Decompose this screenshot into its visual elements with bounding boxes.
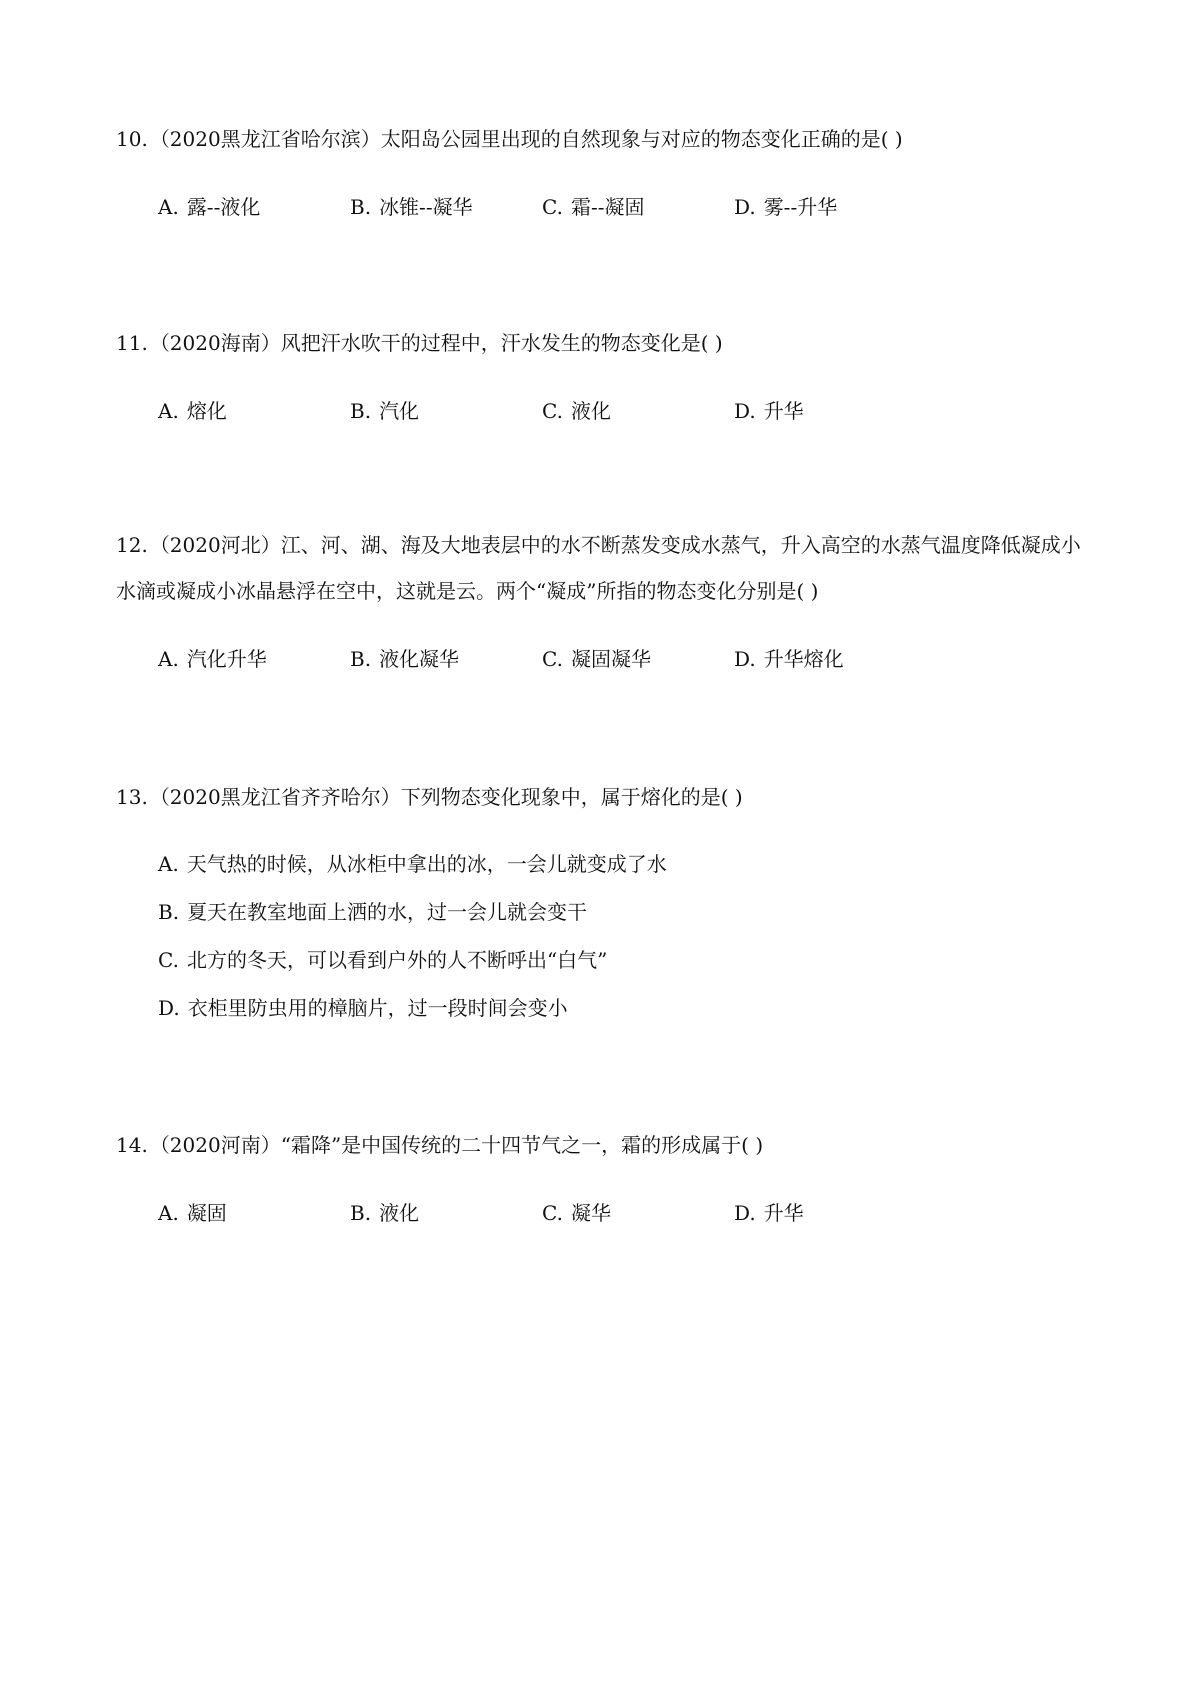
question-stem	[116, 320, 1100, 366]
question-text: 风把汗水吹干的过程中，汗水发生的物态变化是( )	[280, 331, 723, 355]
option-letter: B.	[158, 900, 180, 924]
option-row	[116, 388, 1100, 434]
option-row	[116, 184, 1100, 230]
option-text: 液化凝华	[379, 647, 460, 671]
question-number: 10.	[116, 127, 148, 151]
question-number: 12.	[116, 533, 148, 557]
option-letter: D.	[734, 399, 756, 423]
question-number: 11.	[116, 331, 148, 355]
question-12	[116, 522, 1100, 682]
option-text: 熔化	[186, 399, 227, 423]
question-source: （2020海南）	[149, 331, 281, 355]
question-source: （2020河南）	[149, 1133, 281, 1157]
option-text: 天气热的时候，从冰柜中拿出的冰，一会儿就变成了水	[186, 852, 667, 876]
option-letter: A.	[158, 647, 179, 671]
option-letter: A.	[158, 195, 179, 219]
question-10	[116, 116, 1100, 230]
question-text: 江、河、湖、海及大地表层中的水不断蒸发变成水蒸气，升入高空的水蒸气温度降低凝成小水滴或凝成小冰晶悬浮在空中，这就是云。两个“凝成”所指的物态变化分别是( )	[116, 533, 1081, 603]
option-letter: D.	[734, 195, 756, 219]
question-stem	[116, 116, 1100, 162]
question-text: 太阳岛公园里出现的自然现象与对应的物态变化正确的是( )	[380, 127, 903, 151]
question-11	[116, 320, 1100, 434]
question-14	[116, 1122, 1100, 1236]
question-stem	[116, 522, 1100, 614]
option-text: 汽化	[379, 399, 420, 423]
option-c[interactable]	[542, 184, 644, 230]
option-text: 汽化升华	[186, 647, 267, 671]
option-text: 凝华	[570, 1201, 611, 1225]
option-letter: C.	[542, 1201, 563, 1225]
option-a[interactable]	[158, 636, 267, 682]
option-b[interactable]	[350, 388, 419, 434]
option-b[interactable]	[350, 184, 473, 230]
option-d[interactable]	[734, 184, 837, 230]
option-text: 升华	[763, 399, 804, 423]
option-row	[116, 636, 1100, 682]
option-text: 升华熔化	[763, 647, 844, 671]
option-row	[116, 1190, 1100, 1236]
option-text: 冰锥--凝华	[379, 195, 473, 219]
option-d[interactable]	[734, 636, 844, 682]
option-letter: B.	[350, 647, 372, 671]
option-letter: A.	[158, 1201, 179, 1225]
question-number: 14.	[116, 1133, 148, 1157]
question-stem	[116, 774, 1100, 820]
option-letter: D.	[734, 647, 756, 671]
option-b[interactable]	[158, 888, 1100, 936]
option-text: 北方的冬天，可以看到户外的人不断呼出“白气”	[186, 948, 608, 972]
option-d[interactable]	[158, 984, 1100, 1032]
option-list	[116, 840, 1100, 1032]
option-letter: B.	[350, 399, 372, 423]
option-a[interactable]	[158, 840, 1100, 888]
option-c[interactable]	[542, 388, 611, 434]
option-text: 衣柜里防虫用的樟脑片，过一段时间会变小	[187, 996, 568, 1020]
option-c[interactable]	[542, 636, 651, 682]
option-text: 凝固	[186, 1201, 227, 1225]
option-letter: B.	[350, 195, 372, 219]
option-text: 露--液化	[186, 195, 261, 219]
option-b[interactable]	[350, 1190, 419, 1236]
option-letter: C.	[542, 195, 563, 219]
question-text: 下列物态变化现象中，属于熔化的是( )	[400, 785, 743, 809]
option-d[interactable]	[734, 1190, 804, 1236]
option-c[interactable]	[542, 1190, 611, 1236]
option-text: 升华	[763, 1201, 804, 1225]
option-a[interactable]	[158, 184, 260, 230]
question-source: （2020黑龙江省齐齐哈尔）	[149, 785, 401, 809]
option-letter: C.	[542, 399, 563, 423]
question-text: “霜降”是中国传统的二十四节气之一，霜的形成属于( )	[280, 1133, 764, 1157]
question-source: （2020黑龙江省哈尔滨）	[149, 127, 381, 151]
option-text: 夏天在教室地面上洒的水，过一会儿就会变干	[187, 900, 588, 924]
option-letter: A.	[158, 852, 179, 876]
option-text: 凝固凝华	[570, 647, 651, 671]
option-letter: A.	[158, 399, 179, 423]
option-a[interactable]	[158, 1190, 227, 1236]
question-stem	[116, 1122, 1100, 1168]
question-number: 13.	[116, 785, 148, 809]
option-text: 液化	[570, 399, 611, 423]
option-b[interactable]	[350, 636, 459, 682]
question-13	[116, 774, 1100, 1032]
option-letter: D.	[158, 996, 180, 1020]
option-c[interactable]	[158, 936, 1100, 984]
option-a[interactable]	[158, 388, 227, 434]
option-letter: C.	[158, 948, 179, 972]
option-text: 霜--凝固	[570, 195, 645, 219]
option-letter: C.	[542, 647, 563, 671]
option-letter: D.	[734, 1201, 756, 1225]
question-source: （2020河北）	[149, 533, 281, 557]
option-d[interactable]	[734, 388, 804, 434]
option-text: 雾--升华	[763, 195, 838, 219]
option-text: 液化	[379, 1201, 420, 1225]
option-letter: B.	[350, 1201, 372, 1225]
